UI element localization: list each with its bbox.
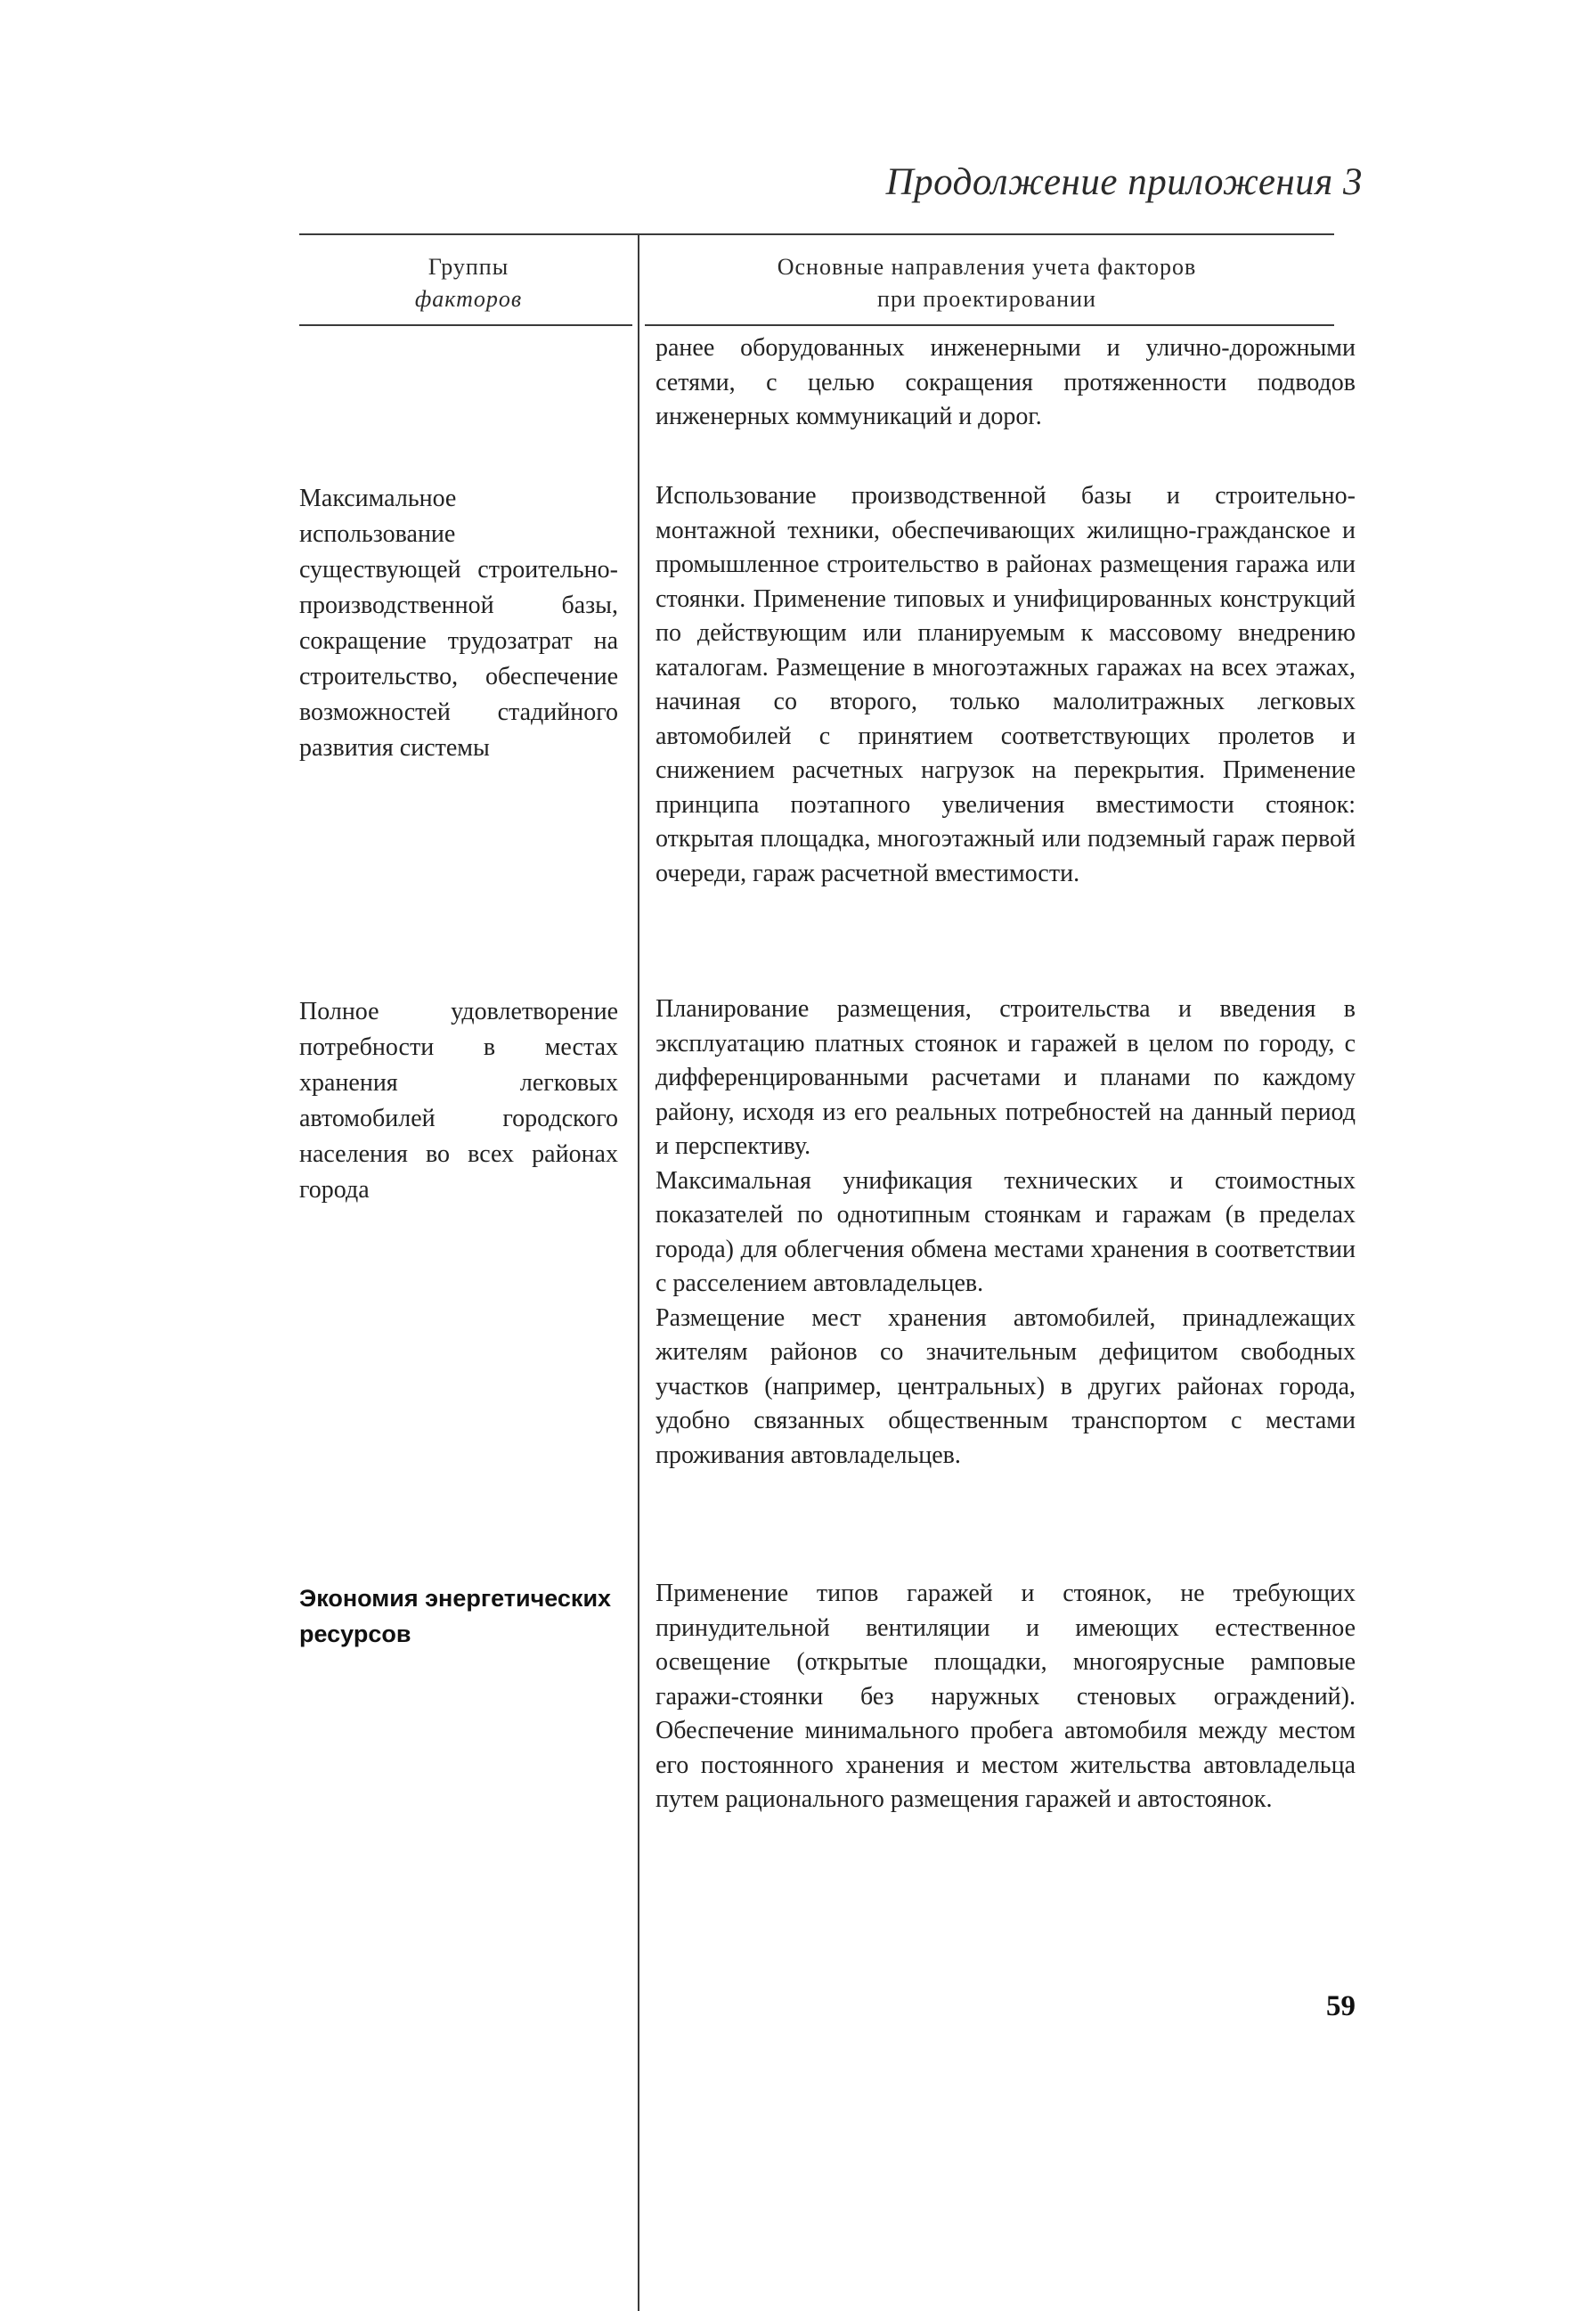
running-head: Продолжение приложения 3 <box>885 161 1363 203</box>
table-top-rule <box>299 233 1334 235</box>
direction-paragraph: Применение типов гаражей и стоянок, не требующих принудительной вентиляции и имеющих естественное освещение (открытые площадки, многоярусные рамповые гаражи-стоянки без наружных стеновых ограждений). Обеспечение минимального пробега автомобиля между местом его постоянного хранения и местом жительства автовладельца путем рационального размещения гаражей и автостоянок. <box>656 1580 1356 1813</box>
table-row-2-factor: Полное удовлетворение потребности в местах хранения легковых автомобилей городского населения во всех районах города <box>299 998 618 1204</box>
header-col1-line1: Группы <box>428 254 509 280</box>
page-number: 59 <box>1326 1990 1356 2022</box>
direction-paragraph: Планирование размещения, строительства и введения в эксплуатацию платных стоянок и гаражей в целом по городу, с дифференцированными расчетами и планами по каждому району, исходя из его реальных потребностей на данный период и перспективу. <box>656 995 1356 1160</box>
header-rule-left <box>299 324 632 326</box>
direction-paragraph: Максимальная унификация технических и стоимостных показателей по однотипным стоянкам и гаражам (в пределах города) для облегчения обмена местами хранения в соответствии с расселением автовладельцев. <box>656 1166 1356 1297</box>
table-row-2-directions <box>656 992 1356 1473</box>
direction-paragraph: ранее оборудованных инженерными и улично-дорожными сетями, с целью сокращения протяженности подводов инженерных коммуникаций и дорог. <box>656 334 1356 430</box>
header-col2-line2: при проектировании <box>877 286 1096 312</box>
header-col1-line2: факторов <box>414 286 523 312</box>
table-row-1-directions <box>656 479 1356 891</box>
direction-paragraph: Использование производственной базы и строительно-монтажной техники, обеспечивающих жилищно-гражданское и промышленное строительство в районах размещения гаража или стоянки. Применение типовых и унифицированных конструкций по действующим или планируемым к массовому внедрению каталогам. Размещение в многоэтажных гаражах на всех этажах, начиная со второго, только малолитражных легковых автомобилей с принятием соответствующих пролетов и снижением расчетных нагрузок на перекрытия. Применение принципа поэтапного увеличения вместимости стоянок: открытая площадка, многоэтажный или подземный гараж первой очереди, гараж расчетной вместимости. <box>656 482 1356 887</box>
table-row-3-factor: Экономия энергетических ресурсов <box>299 1585 612 1647</box>
header-directions <box>639 251 1334 315</box>
header-factor-groups <box>299 251 638 315</box>
table-row-1-factor: Максимальное использование существующей строительно-производственной базы, сокращение трудозатрат на строительство, обеспечение возможностей стадийного развития системы <box>299 485 618 762</box>
direction-paragraph: Размещение мест хранения автомобилей, принадлежащих жителям районов со значительным дефицитом свободных участков (например, центральных) в других районах города, удобно связанных общественным транспортом с местами проживания автовладельцев. <box>656 1303 1356 1469</box>
header-col2-line1: Основные направления учета факторов <box>777 254 1197 280</box>
table-row-3-directions <box>656 1577 1356 1817</box>
column-divider <box>638 233 639 2311</box>
table-row-0-directions <box>656 331 1356 435</box>
header-rule-right <box>645 324 1334 326</box>
